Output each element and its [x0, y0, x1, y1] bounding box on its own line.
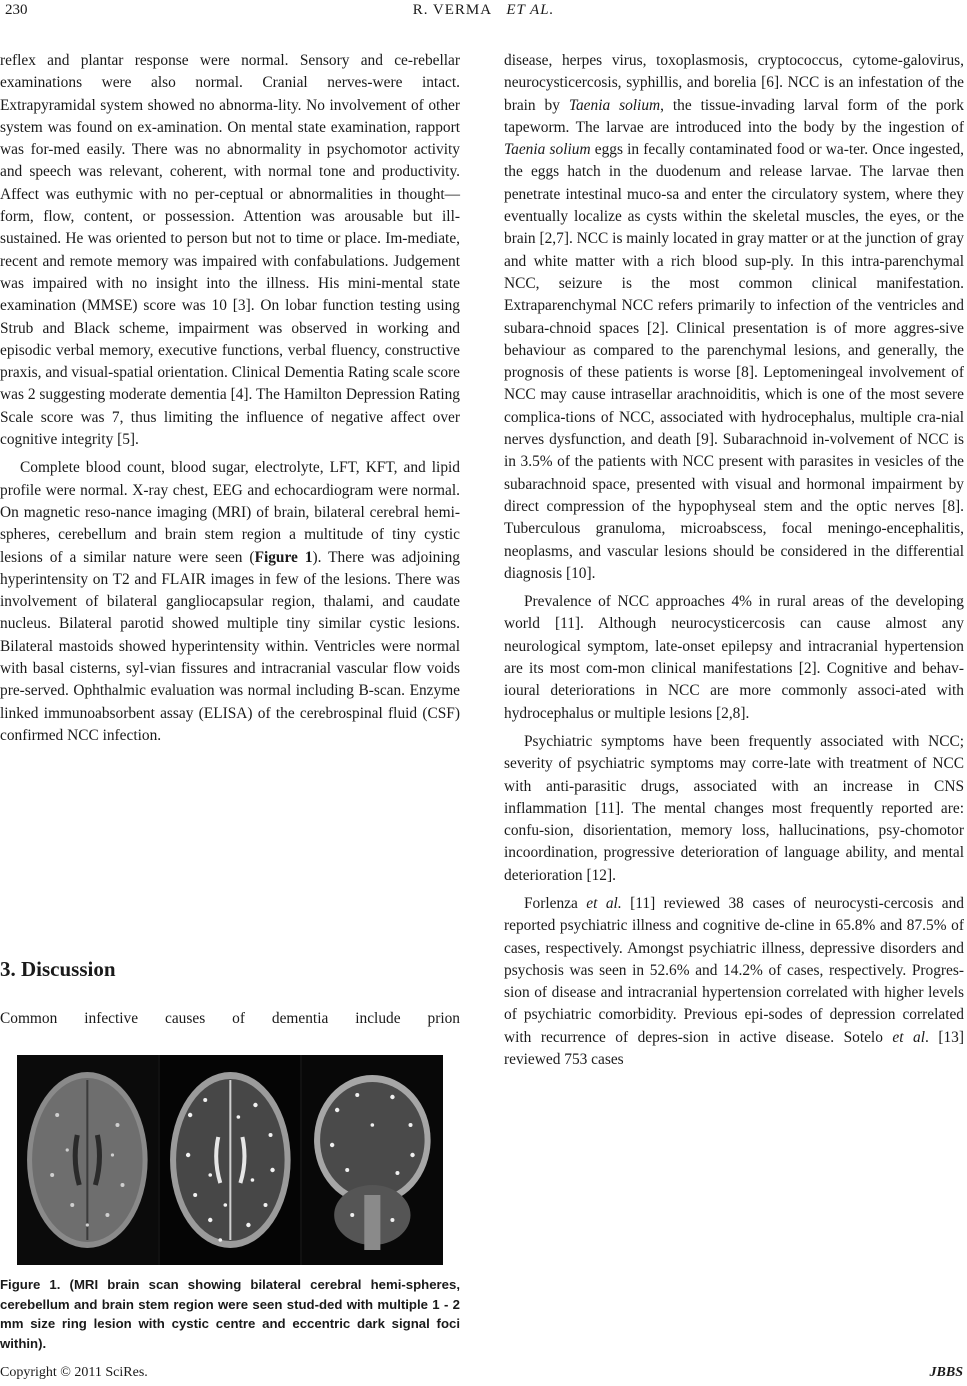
figure-reference[interactable]: Figure 1 [254, 548, 313, 566]
section-heading-discussion: 3. Discussion [0, 957, 116, 981]
right-column [504, 50, 964, 1071]
left-paragraph-2: Complete blood count, blood sugar, electrolyte, LFT, KFT, and lipid profile were normal. X-ray chest, EEG and echocardiogram were normal. On magnetic reso-nance imaging (MRI) of brain, bilateral cerebral hemi-spheres, cerebellum and brain stem region a multitude of tiny cystic lesions of a similar nature were seen (Figure 1). There was adjoining hyperintensity on T2 and FLAIR images in few of the lesions. There was involvement of bilateral gangliocapsular region, thalami, and caudate nucleus. Bilateral parotid showed multiple tiny similar cystic lesions. Bilateral mastoids showed hyperintensity within. Ventricles were normal with basal cisterns, syl-vian fissures and intracranial vascular flow voids pre-served. Ophthalmic evaluation was normal including B-scan. Enzyme linked immunoabsorbent assay (ELISA) of the cerebrospinal fluid (CSF) confirmed NCC infection. [0, 459, 460, 744]
discussion-first-line: Common infective causes of dementia include prion [0, 1010, 460, 1027]
left-paragraph-1: reflex and plantar response were normal. Sensory and ce-rebellar examinations were also normal. Cranial nerves-were intact. Extrapyramidal system showed no abnorma-lity. No involvement of other system was found on ex-amination. On mental state examination, rapport was for-med easily. There was no abnormality in psychomotor activity and speech was relevant, coherent, with normal tone and productivity. Affect was euthymic with no per-ceptual or abnormalities in thought—form, flow, content, or possession. Attention was arousable but ill-sustained. He was oriented to person but not to time or place. Im-mediate, recent and remote memory was impaired with confabulations. Judgement was impaired with no insight into the illness. His mini-mental state examination (MMSE) score was 10 [3]. On lobar function testing using Strub and Black scheme, impairment was observed in working and episodic verbal memory, executive functions, verbal fluency, constructive praxis, and visual-spatial orientation. Clinical Dementia Rating scale score was 2 suggesting moderate dementia [4]. The Hamilton Depression Rating Scale score was 7, thus limiting the influence of negative affect over cognitive integrity [5]. [0, 52, 460, 449]
right-paragraph-2: Prevalence of NCC approaches 4% in rural areas of the developing world [11]. Although neurocysticercosis can cause almost any neurological symptom, late-onset epilepsy and intracranial hypertension are its most com-mon clinical manifestations [2]. Cognitive and behav-ioural deteriorations in NCC are more commonly associ-ated with hydrocephalus or multiple lesions [2,8]. [504, 593, 964, 722]
right-paragraph-3: Psychiatric symptoms have been frequently associated with NCC; severity of psychiatric symptoms may corre-late with treatment of NCC with anti-parasitic drugs, associated with an increase in CNS inflammation [11]. The mental changes most frequently reported are: confu-sion, disorientation, memory loss, hallucinations, psy-chomotor incoordination, progressive deterioration of language ability, and mental deterioration [12]. [504, 732, 964, 884]
figure-caption: Figure 1. (MRI brain scan showing bilateral cerebral hemi-spheres, cerebellum and brain stem region were seen stud-ded with multiple 1 - 2 mm size ring lesion with cystic centre and eccentric dark signal foci within). [0, 1277, 460, 1351]
header-et-al: ET AL. [506, 2, 555, 18]
mri-axial-flair-image [17, 1055, 158, 1265]
running-header [0, 2, 967, 19]
page-number: 230 [5, 2, 28, 18]
mri-figure [17, 1055, 443, 1265]
left-column [0, 50, 460, 747]
copyright-footer: Copyright © 2011 SciRes. [0, 1365, 148, 1380]
right-paragraph-4: Forlenza et al. [11] reviewed 38 cases of neurocysti-cercosis and reported psychiatric illness and cognitive de-cline in 65.8% and 87.5% of cases, respectively. Amongst psychiatric illness, depressive disorders and psychosis was seen in 52.6% and 14.2% of cases, respectively. Progres-sion of disease and intracranial hypertension correlated with higher levels of psychiatric comorbidity. Previous epi-sodes of depression correlated with recurrence of depres-sion in active disease. Sotelo et al. [13] reviewed 753 cases [504, 894, 965, 1069]
header-authors: R. VERMA [412, 2, 493, 18]
right-paragraph-1: disease, herpes virus, toxoplasmosis, cryptococcus, cytome-galovirus, neurocysticercosis, syphillis, and borelia [6]. NCC is an infestation of the brain by Taenia solium, the tissue-invading larval form of the pork tapeworm. The larvae are introduced into the body by the ingestion of Taenia solium eggs in fecally contaminated food or wa-ter. Once ingested, the eggs hatch in the duodenum and release larvae. The larvae then penetrate intestinal muco-sa and enter the circulatory system, where they eventually localize as cysts within the skeletal muscles, the eyes, or the brain [2,7]. NCC is mainly located in gray matter or at the junction of gray and white matter with a rich blood sup-ply. In this intra-parenchymal NCC, seizure is the most common clinical manifestation. Extraparenchymal NCC refers primarily to infection of the ventricles and subara-chnoid spaces [2]. Clinical presentation is of more aggres-sive behaviour as compared to the parenchymal lesions, and generally, the prognosis of these patients is worse [8]. Leptomeningeal involvement of NCC may cause intrasellar arachnoiditis, which is one of the most severe complica-tions of NCC, associated with hydrocephalus, multiple cra-nial nerves dysfunction, and death [9]. Subarachnoid in-volvement of NCC is in 3.5% of the patients with NCC present with parasites in vesicles of the subarachnoid space, presented with visual and hormonal impairment by direct compression of the hypophyseal stem and the optic nerves [8]. Tuberculous granuloma, microabscess, focal meningo-encephalitis, neoplasms, and vascular lesions should be considered in the differential diagnosis [10]. [504, 52, 964, 582]
journal-footer: JBBS [929, 1365, 963, 1380]
mri-axial-t2-image [160, 1055, 301, 1265]
mri-coronal-t2-image [302, 1055, 443, 1265]
